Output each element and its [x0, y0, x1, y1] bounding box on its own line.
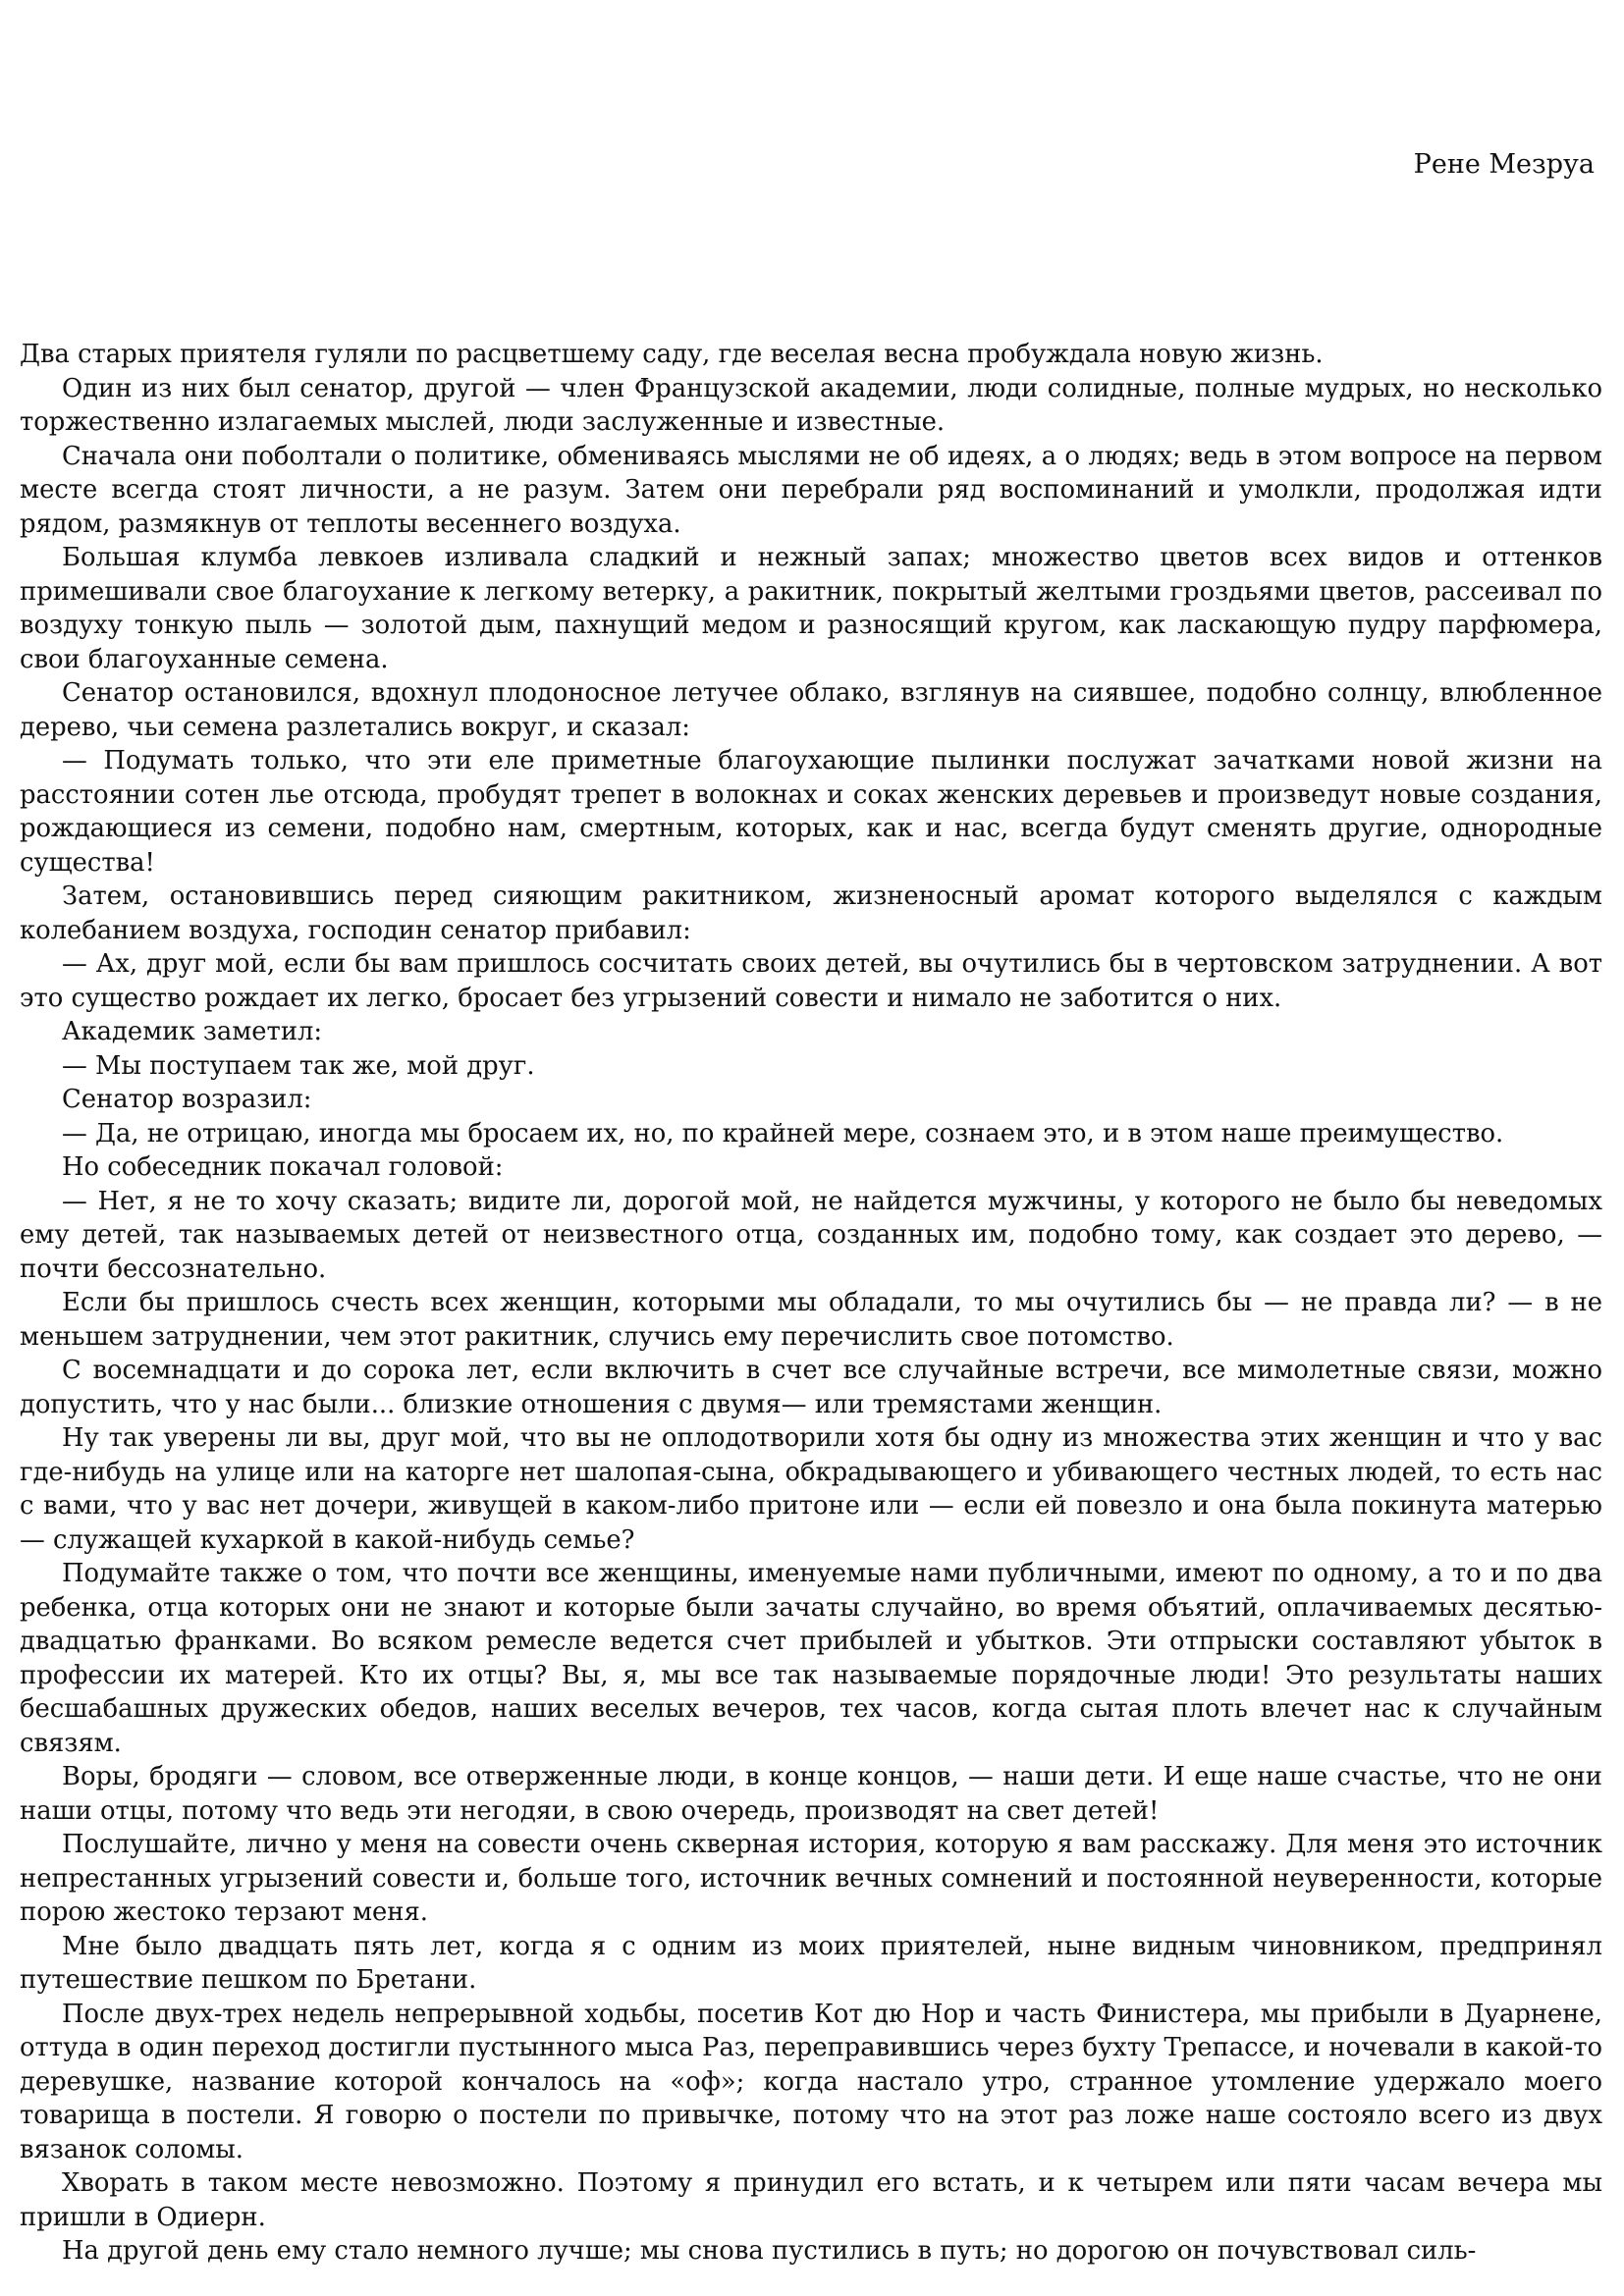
running-header-author: Рене Мезруа [1413, 149, 1595, 180]
paragraph: Большая клумба левкоев изливала сладкий и нежный запах; множество цветов всех видов и оттенков примешивали свое благоухание к легкому ветерку, а ракитник, покрытый желтыми гроздьями цветов, рассеивал по воздуху тонкую пыль — золотой дым, пахнущий медом и разносящий кругом, как ласкающую пудру парфюмера, свои благоуханные семена. [20, 543, 1602, 674]
paragraph: Если бы пришлось счесть всех женщин, которыми мы обладали, то мы очутились бы — не правда ли? — в не меньшем затруднении, чем этот ракитник, случись ему перечислить свое потомство. [20, 1288, 1602, 1352]
paragraph: После двух-трех недель непрерывной ходьбы, посетив Кот дю Нор и часть Финистера, мы прибыли в Дуарнене, оттуда в один переход достигли пустынного мыса Раз, переправившись через бухту Трепассе, и ночевали в какой-то деревушке, название которой кончалось на «оф»; когда настало утро, странное утомление удержало моего товарища в постели. Я говорю о постели по привычке, потому что на этот раз ложе наше состояло всего из двух вязанок соломы. [20, 1999, 1602, 2164]
paragraph: — Нет, я не то хочу сказать; видите ли, дорогой мой, не найдется мужчины, у которого не было бы неведомых ему детей, так называемых детей от неизвестного отца, созданных им, подобно тому, как создает это дерево, — почти бессознательно. [20, 1186, 1602, 1284]
paragraph: Но собеседник покачал головой: [62, 1152, 504, 1182]
paragraph: — Подумать только, что эти еле приметные благоухающие пылинки послужат зачатками новой жизни на расстоянии сотен лье отсюда, пробудят трепет в волокнах и соках женских деревьев и произведут новые создания, рождающиеся из семени, подобно нам, смертным, которых, как и нас, всегда будут сменять другие, однородные существа! [20, 746, 1602, 878]
body-text [20, 338, 1602, 2269]
paragraph: Послушайте, лично у меня на совести очень скверная история, которую я вам расскажу. Для меня это источник непрестанных угрызений совести и, больше того, источник вечных сомнений и постоянной неуверенности, которые порою жестоко терзают меня. [20, 1830, 1602, 1927]
paragraph: — Ах, друг мой, если бы вам пришлось сосчитать своих детей, вы очутились бы в чертовском затруднении. А вот это существо рождает их легко, бросает без угрызений совести и нимало не заботится о них. [20, 949, 1602, 1013]
paragraph: — Да, не отрицаю, иногда мы бросаем их, но, по крайней мере, сознаем это, и в этом наше преимущество. [62, 1118, 1504, 1148]
paragraph: Ну так уверены ли вы, друг мой, что вы не оплодотворили хотя бы одну из множества этих женщин и что у вас где-нибудь на улице или на каторге нет шалопая-сына, обкрадывающего и убивающего честных людей, то есть нас с вами, что у вас нет дочери, живущей в каком-либо притоне или — если ей повезло и она была покинута матерью — служащей кухаркой в какой-нибудь семье? [20, 1423, 1602, 1555]
paragraph: Мне было двадцать пять лет, когда я с одним из моих приятелей, ныне видным чиновником, предпринял путешествие пешком по Бретани. [20, 1931, 1602, 1995]
paragraph: На другой день ему стало немного лучше; мы снова пустились в путь; но дорогою он почувствовал силь- [62, 2236, 1477, 2266]
paragraph: Хворать в таком месте невозможно. Поэтому я принудил его встать, и к четырем или пяти часам вечера мы пришли в Одиерн. [20, 2168, 1602, 2232]
paragraph: Сенатор возразил: [62, 1085, 312, 1114]
paragraph: — Мы поступаем так же, мой друг. [62, 1050, 535, 1081]
paragraph: Затем, остановившись перед сияющим ракитником, жизненосный аромат которого выделялся с каждым колебанием воздуха, господин сенатор прибавил: [20, 881, 1602, 945]
paragraph: Сначала они поболтали о политике, обмениваясь мыслями не об идеях, а о людях; ведь в этом вопросе на первом месте всегда стоят личности, а не разум. Затем они перебрали ряд воспоминаний и умолкли, продолжая идти рядом, размякнув от теплоты весеннего воздуха. [20, 441, 1602, 539]
paragraph: Сенатор остановился, вдохнул плодоносное летучее облако, взглянув на сиявшее, подобно солнцу, влюбленное дерево, чьи семена разлетались вокруг, и сказал: [20, 678, 1602, 742]
paragraph: Академик заметил: [62, 1017, 323, 1046]
paragraph: Один из них был сенатор, другой — член Французской академии, люди солидные, полные мудрых, но несколько торжественно излагаемых мыслей, люди заслуженные и известные. [20, 373, 1602, 437]
paragraph: С восемнадцати и до сорока лет, если включить в счет все случайные встречи, все мимолетные связи, можно допустить, что у нас были... близкие отношения с двумя— или тремястами женщин. [20, 1356, 1602, 1419]
paragraph: Подумайте также о том, что почти все женщины, именуемые нами публичными, имеют по одному, а то и по два ребенка, отца которых они не знают и которые были зачаты случайно, во время объятий, оплачиваемых десятью-двадцатью франками. Во всяком ремесле ведется счет прибылей и убытков. Эти отпрыски составляют убыток в профессии их матерей. Кто их отцы? Вы, я, мы все так называемые порядочные люди! Это результаты наших бесшабашных дружеских обедов, наших веселых вечеров, тех часов, когда сытая плоть влечет нас к случайным связям. [20, 1559, 1602, 1758]
paragraph: Два старых приятеля гуляли по расцветшему саду, где веселая весна пробуждала новую жизнь. [20, 340, 1324, 369]
paragraph: Воры, бродяги — словом, все отверженные люди, в конце концов, — наши дети. И еще наше счастье, что не они наши отцы, потому что ведь эти негодяи, в свою очередь, производят на свет детей! [20, 1762, 1602, 1826]
